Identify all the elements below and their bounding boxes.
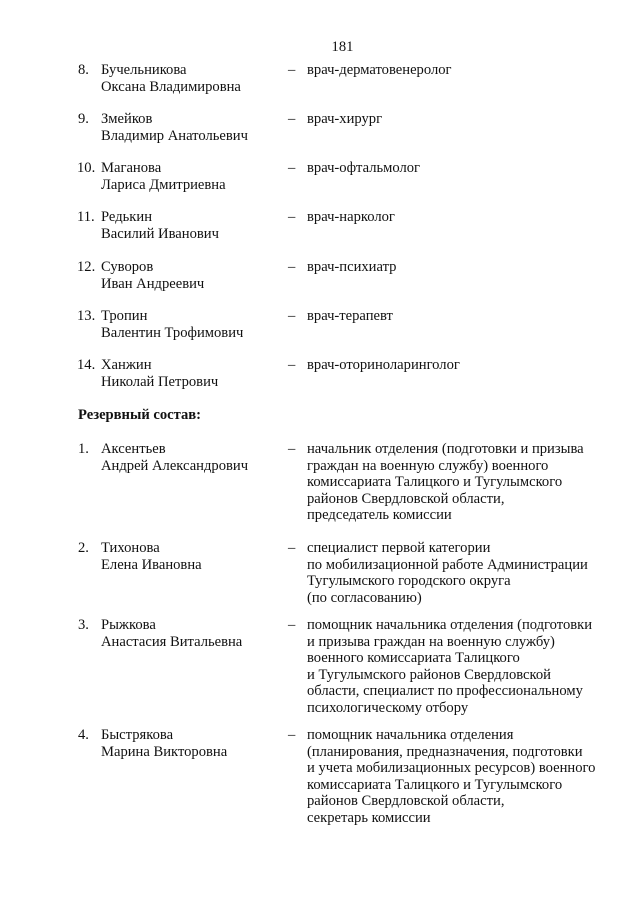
dash: – — [288, 308, 296, 324]
member-role: специалист первой категории по мобилизационной работе Администрации Тугулымского городского округа (по согласованию) — [307, 540, 588, 606]
entry-number: 12. — [77, 259, 96, 275]
member-name — [101, 441, 281, 474]
member-name — [101, 62, 281, 95]
member-name — [101, 259, 281, 292]
dash: – — [288, 540, 296, 556]
dash: – — [288, 111, 296, 127]
given-names: Николай Петрович — [101, 373, 219, 390]
member-name — [101, 357, 281, 390]
entry-number: 13. — [77, 308, 96, 324]
surname: Рыжкова — [101, 617, 156, 633]
dash: – — [288, 259, 296, 275]
dash: – — [288, 160, 296, 176]
given-names: Андрей Александрович — [101, 457, 249, 474]
reserve-heading: Резервный состав: — [78, 407, 202, 423]
given-names: Елена Ивановна — [101, 556, 202, 573]
surname: Бучельникова — [101, 62, 187, 78]
member-role: врач-нарколог — [307, 209, 395, 225]
surname: Ханжин — [101, 357, 152, 373]
surname: Быстрякова — [101, 727, 174, 743]
member-role: врач-офтальмолог — [307, 160, 421, 176]
member-role: врач-дерматовенеролог — [307, 62, 452, 78]
member-role: врач-психиатр — [307, 259, 397, 275]
entry-number: 4. — [78, 727, 89, 743]
dash: – — [288, 357, 296, 373]
given-names: Василий Иванович — [101, 225, 219, 242]
member-name — [101, 160, 281, 193]
surname: Тихонова — [101, 540, 160, 556]
entry-number: 3. — [78, 617, 89, 633]
member-role: помощник начальника отделения (планирования, предназначения, подготовки и учета мобилизационных ресурсов) военного комиссариата Талицкого и Тугулымского районов Свердловской области, секретарь комиссии — [307, 727, 596, 826]
dash: – — [288, 209, 296, 225]
member-role: начальник отделения (подготовки и призыва граждан на военную службу) военного комиссариата Талицкого и Тугулымского районов Свердловской области, председатель комиссии — [307, 441, 584, 523]
dash: – — [288, 62, 296, 78]
member-role: помощник начальника отделения (подготовки и призыва граждан на военную службу) военного комиссариата Талицкого и Тугулымского районов Свердловской области, специалист по профессиональному психологическому отбору — [307, 617, 593, 716]
given-names: Иван Андреевич — [101, 275, 205, 292]
dash: – — [288, 727, 296, 743]
dash: – — [288, 441, 296, 457]
given-names: Оксана Владимировна — [101, 78, 241, 95]
surname: Змейков — [101, 111, 153, 127]
entry-number: 14. — [77, 357, 96, 373]
member-name — [101, 111, 281, 144]
surname: Суворов — [101, 259, 154, 275]
surname: Аксентьев — [101, 441, 166, 457]
entry-number: 2. — [78, 540, 89, 556]
page-number: 181 — [331, 39, 354, 55]
member-name — [101, 540, 281, 573]
surname: Тропин — [101, 308, 148, 324]
member-name — [101, 308, 281, 341]
given-names: Владимир Анатольевич — [101, 127, 248, 144]
surname: Редькин — [101, 209, 152, 225]
given-names: Валентин Трофимович — [101, 324, 244, 341]
given-names: Лариса Дмитриевна — [101, 176, 226, 193]
entry-number: 8. — [78, 62, 89, 78]
member-role: врач-терапевт — [307, 308, 393, 324]
entry-number: 11. — [77, 209, 95, 225]
member-name — [101, 209, 281, 242]
member-role: врач-оториноларинголог — [307, 357, 460, 373]
entry-number: 9. — [78, 111, 89, 127]
entry-number: 10. — [77, 160, 96, 176]
member-role: врач-хирург — [307, 111, 383, 127]
entry-number: 1. — [78, 441, 89, 457]
given-names: Анастасия Витальевна — [101, 633, 243, 650]
given-names: Марина Викторовна — [101, 743, 228, 760]
dash: – — [288, 617, 296, 633]
surname: Маганова — [101, 160, 162, 176]
member-name — [101, 727, 281, 760]
member-name — [101, 617, 281, 650]
